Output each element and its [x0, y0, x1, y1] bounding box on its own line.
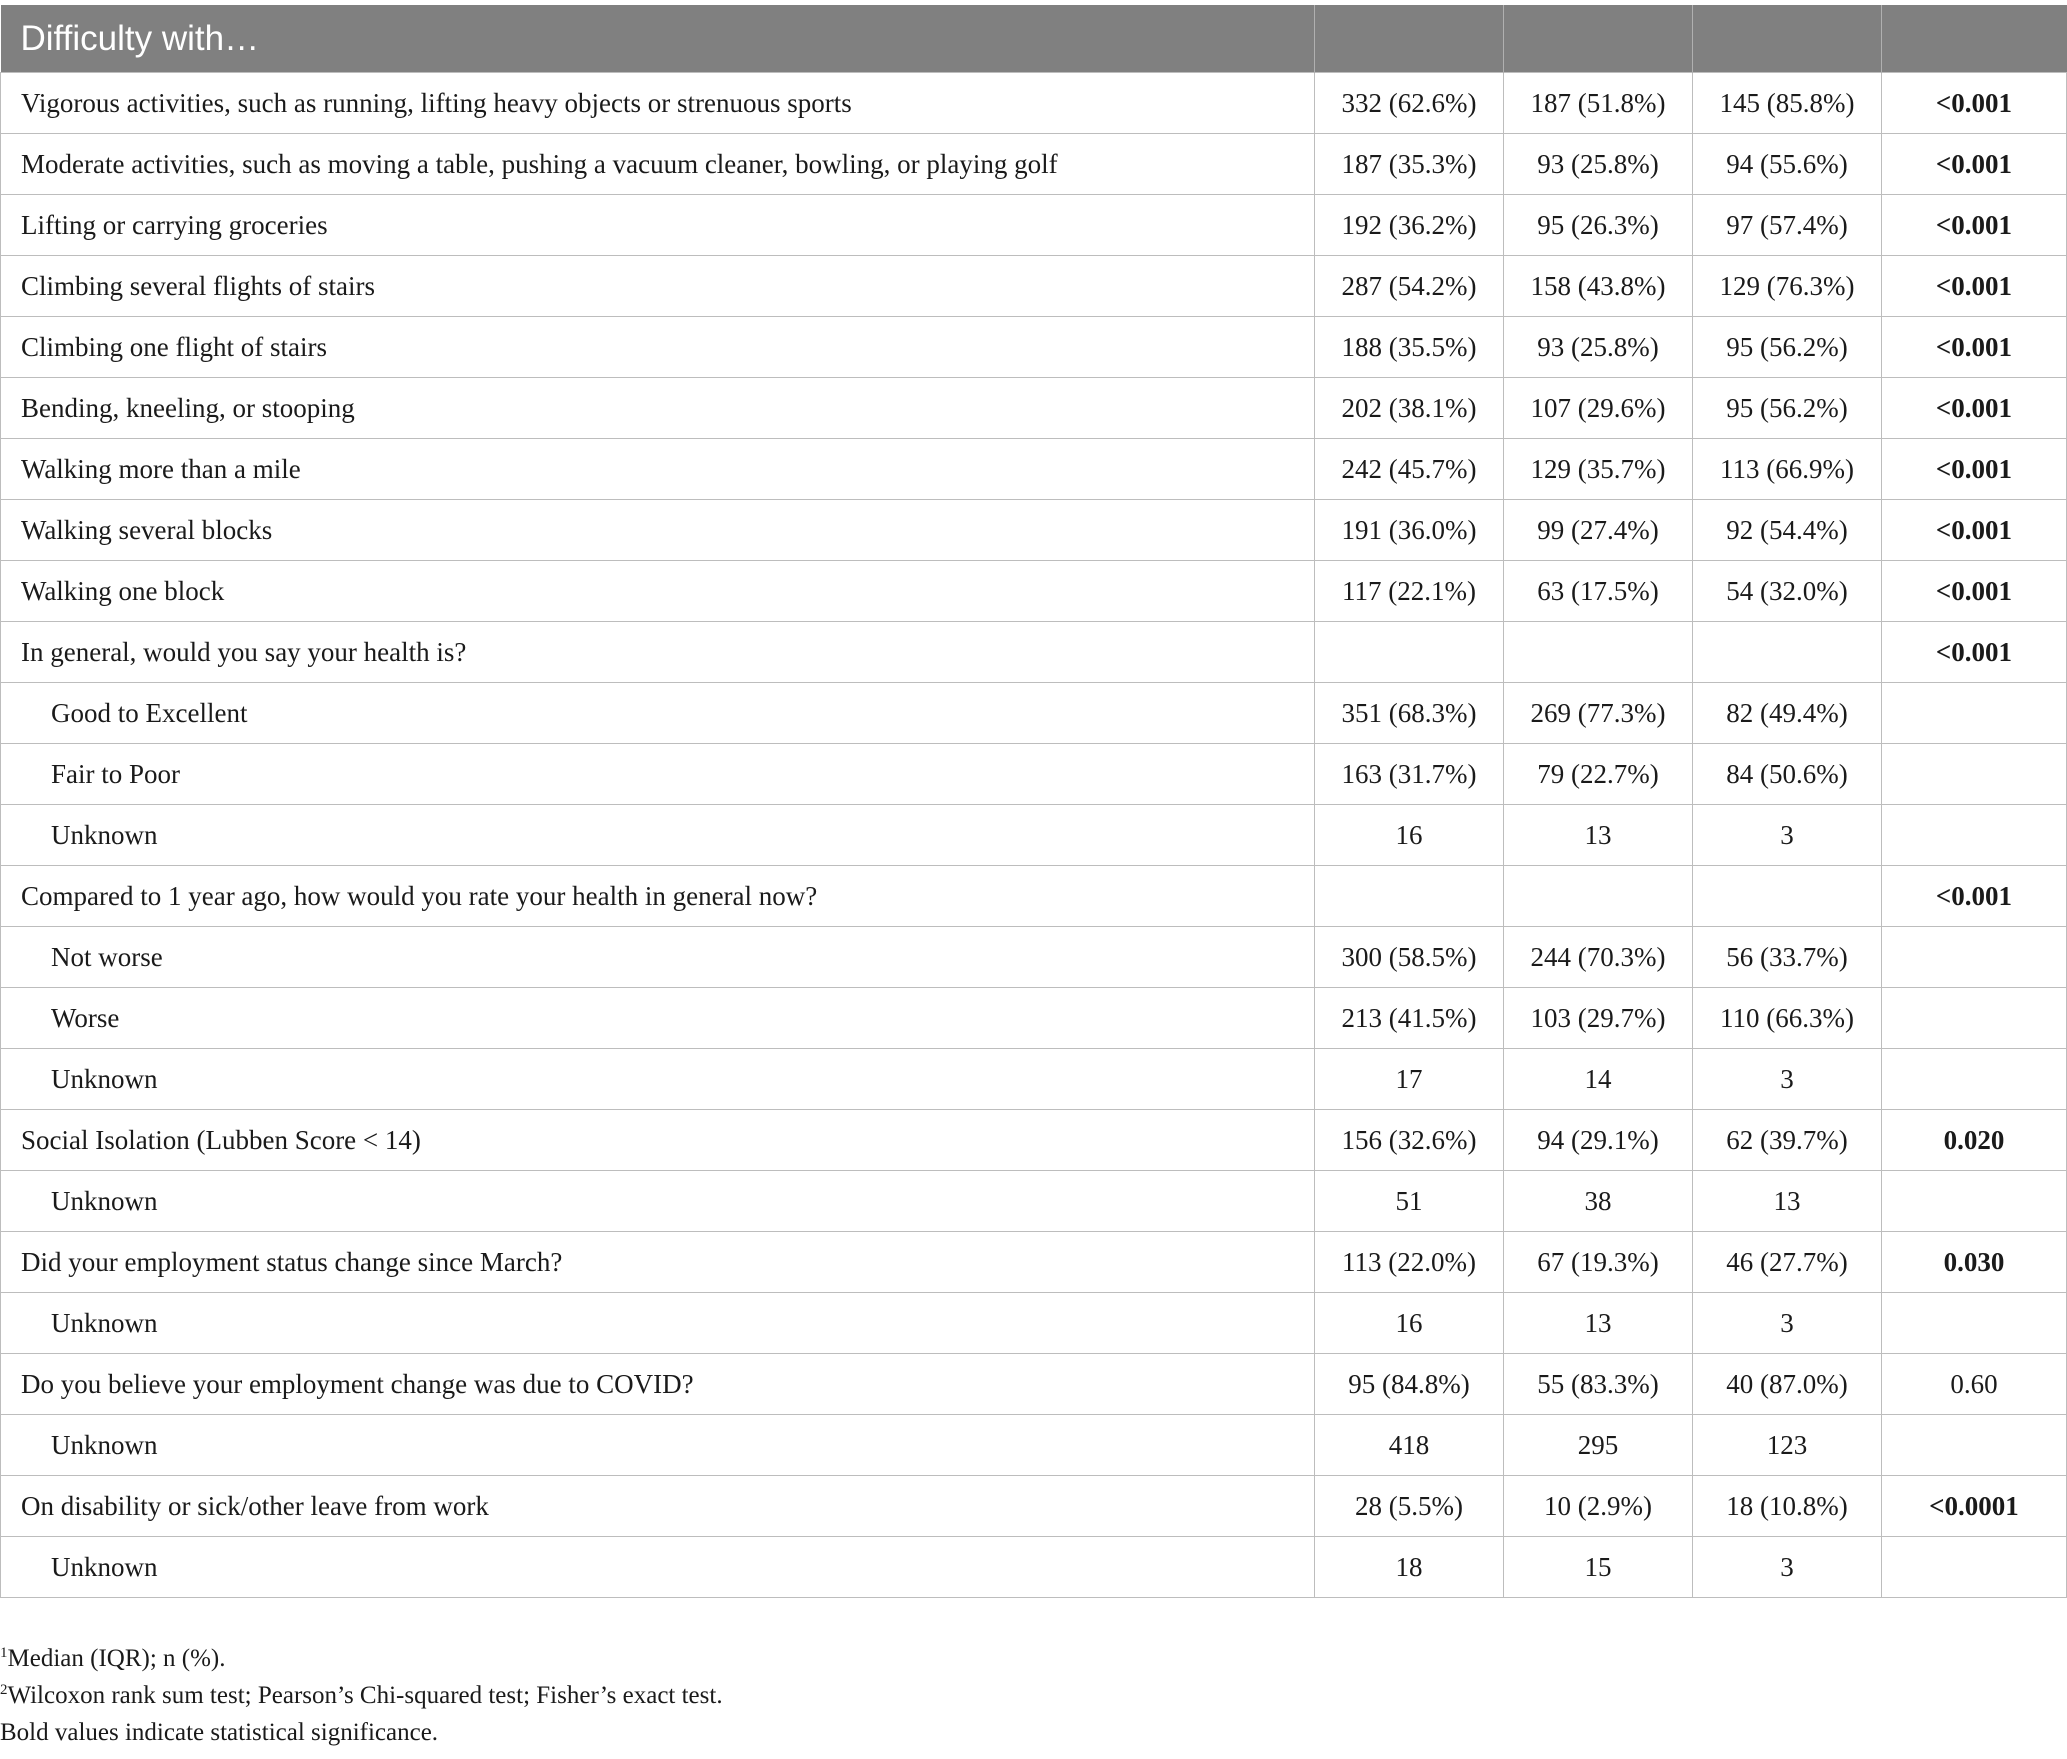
p-value-cell: <0.001	[1882, 500, 2067, 561]
value-cell: 156 (32.6%)	[1315, 1110, 1504, 1171]
value-cell: 95 (56.2%)	[1693, 378, 1882, 439]
value-cell: 46 (27.7%)	[1693, 1232, 1882, 1293]
p-value-cell	[1882, 805, 2067, 866]
value-cell: 3	[1693, 1049, 1882, 1110]
data-table	[0, 5, 2067, 1598]
footnote-text: Median (IQR); n (%).	[7, 1645, 226, 1672]
value-cell: 113 (22.0%)	[1315, 1232, 1504, 1293]
value-cell: 99 (27.4%)	[1504, 500, 1693, 561]
value-cell: 28 (5.5%)	[1315, 1476, 1504, 1537]
value-cell: 38	[1504, 1171, 1693, 1232]
p-value-cell: <0.001	[1882, 256, 2067, 317]
table-row	[1, 683, 2067, 744]
value-cell: 82 (49.4%)	[1693, 683, 1882, 744]
value-cell: 192 (36.2%)	[1315, 195, 1504, 256]
value-cell: 244 (70.3%)	[1504, 927, 1693, 988]
row-label: Compared to 1 year ago, how would you rate your health in general now?	[1, 866, 1315, 927]
value-cell: 17	[1315, 1049, 1504, 1110]
table-row	[1, 134, 2067, 195]
value-cell: 84 (50.6%)	[1693, 744, 1882, 805]
value-cell: 191 (36.0%)	[1315, 500, 1504, 561]
value-cell: 351 (68.3%)	[1315, 683, 1504, 744]
value-cell: 117 (22.1%)	[1315, 561, 1504, 622]
table-row	[1, 439, 2067, 500]
value-cell: 13	[1504, 1293, 1693, 1354]
p-value-cell: 0.020	[1882, 1110, 2067, 1171]
row-label: Bending, kneeling, or stooping	[1, 378, 1315, 439]
row-label: Unknown	[1, 1049, 1315, 1110]
footnote-text: Bold values indicate statistical significance.	[0, 1719, 439, 1746]
value-cell	[1693, 622, 1882, 683]
value-cell: 145 (85.8%)	[1693, 73, 1882, 134]
row-label: Good to Excellent	[1, 683, 1315, 744]
p-value-cell	[1882, 1415, 2067, 1476]
footnote-mark: 1	[0, 1645, 8, 1661]
value-cell: 18	[1315, 1537, 1504, 1598]
value-cell: 62 (39.7%)	[1693, 1110, 1882, 1171]
value-cell: 79 (22.7%)	[1504, 744, 1693, 805]
value-cell: 55 (83.3%)	[1504, 1354, 1693, 1415]
p-value-cell	[1882, 1537, 2067, 1598]
row-label: Unknown	[1, 805, 1315, 866]
table-row	[1, 1354, 2067, 1415]
table-row	[1, 195, 2067, 256]
row-label: Climbing several flights of stairs	[1, 256, 1315, 317]
value-cell: 110 (66.3%)	[1693, 988, 1882, 1049]
table-row	[1, 866, 2067, 927]
row-label: Lifting or carrying groceries	[1, 195, 1315, 256]
value-cell: 188 (35.5%)	[1315, 317, 1504, 378]
value-cell: 332 (62.6%)	[1315, 73, 1504, 134]
table-row	[1, 561, 2067, 622]
footnote	[0, 1640, 723, 1677]
row-label: Social Isolation (Lubben Score < 14)	[1, 1110, 1315, 1171]
value-cell: 93 (25.8%)	[1504, 317, 1693, 378]
value-cell: 202 (38.1%)	[1315, 378, 1504, 439]
row-label: Unknown	[1, 1537, 1315, 1598]
p-value-cell: <0.001	[1882, 134, 2067, 195]
row-label: Unknown	[1, 1415, 1315, 1476]
footnotes	[0, 1640, 723, 1751]
table-row	[1, 622, 2067, 683]
value-cell: 163 (31.7%)	[1315, 744, 1504, 805]
value-cell: 95 (84.8%)	[1315, 1354, 1504, 1415]
p-value-cell	[1882, 1171, 2067, 1232]
value-cell: 129 (76.3%)	[1693, 256, 1882, 317]
p-value-cell: <0.001	[1882, 378, 2067, 439]
table-row	[1, 1537, 2067, 1598]
value-cell: 287 (54.2%)	[1315, 256, 1504, 317]
p-value-cell: <0.0001	[1882, 1476, 2067, 1537]
table-row	[1, 744, 2067, 805]
value-cell: 95 (26.3%)	[1504, 195, 1693, 256]
table-row	[1, 1476, 2067, 1537]
row-label: Walking more than a mile	[1, 439, 1315, 500]
p-value-cell	[1882, 1293, 2067, 1354]
value-cell: 13	[1693, 1171, 1882, 1232]
row-label: Climbing one flight of stairs	[1, 317, 1315, 378]
value-cell: 187 (35.3%)	[1315, 134, 1504, 195]
value-cell: 94 (55.6%)	[1693, 134, 1882, 195]
p-value-cell: 0.030	[1882, 1232, 2067, 1293]
value-cell: 103 (29.7%)	[1504, 988, 1693, 1049]
footnote-text: Wilcoxon rank sum test; Pearson’s Chi-squared test; Fisher’s exact test.	[7, 1682, 723, 1709]
table-row	[1, 317, 2067, 378]
value-cell	[1693, 866, 1882, 927]
table-row	[1, 988, 2067, 1049]
table-row	[1, 927, 2067, 988]
header-label: Difficulty with…	[1, 5, 1315, 73]
value-cell: 269 (77.3%)	[1504, 683, 1693, 744]
row-label: Not worse	[1, 927, 1315, 988]
value-cell: 418	[1315, 1415, 1504, 1476]
table-row	[1, 1049, 2067, 1110]
footnote	[0, 1714, 723, 1751]
value-cell: 16	[1315, 805, 1504, 866]
value-cell: 10 (2.9%)	[1504, 1476, 1693, 1537]
value-cell: 187 (51.8%)	[1504, 73, 1693, 134]
value-cell: 18 (10.8%)	[1693, 1476, 1882, 1537]
value-cell: 158 (43.8%)	[1504, 256, 1693, 317]
row-label: Vigorous activities, such as running, lifting heavy objects or strenuous sports	[1, 73, 1315, 134]
value-cell: 63 (17.5%)	[1504, 561, 1693, 622]
header-cell	[1315, 5, 1504, 73]
row-label: On disability or sick/other leave from work	[1, 1476, 1315, 1537]
value-cell: 113 (66.9%)	[1693, 439, 1882, 500]
table-row	[1, 1293, 2067, 1354]
table-row	[1, 1171, 2067, 1232]
p-value-cell	[1882, 927, 2067, 988]
value-cell: 15	[1504, 1537, 1693, 1598]
value-cell: 3	[1693, 1293, 1882, 1354]
value-cell: 67 (19.3%)	[1504, 1232, 1693, 1293]
row-label: Walking several blocks	[1, 500, 1315, 561]
value-cell: 3	[1693, 1537, 1882, 1598]
p-value-cell	[1882, 683, 2067, 744]
value-cell: 97 (57.4%)	[1693, 195, 1882, 256]
row-label: Worse	[1, 988, 1315, 1049]
value-cell: 92 (54.4%)	[1693, 500, 1882, 561]
value-cell	[1315, 866, 1504, 927]
p-value-cell: <0.001	[1882, 622, 2067, 683]
table-header-row	[1, 5, 2067, 73]
value-cell: 242 (45.7%)	[1315, 439, 1504, 500]
row-label: Unknown	[1, 1171, 1315, 1232]
table-row	[1, 1415, 2067, 1476]
value-cell: 54 (32.0%)	[1693, 561, 1882, 622]
value-cell: 40 (87.0%)	[1693, 1354, 1882, 1415]
value-cell: 295	[1504, 1415, 1693, 1476]
row-label: Do you believe your employment change was due to COVID?	[1, 1354, 1315, 1415]
p-value-cell: <0.001	[1882, 561, 2067, 622]
table-body	[1, 73, 2067, 1598]
footnote-mark: 2	[0, 1682, 8, 1698]
value-cell: 300 (58.5%)	[1315, 927, 1504, 988]
p-value-cell	[1882, 744, 2067, 805]
row-label: Did your employment status change since March?	[1, 1232, 1315, 1293]
p-value-cell: 0.60	[1882, 1354, 2067, 1415]
value-cell: 213 (41.5%)	[1315, 988, 1504, 1049]
row-label: In general, would you say your health is?	[1, 622, 1315, 683]
value-cell: 51	[1315, 1171, 1504, 1232]
value-cell: 93 (25.8%)	[1504, 134, 1693, 195]
value-cell	[1504, 866, 1693, 927]
row-label: Unknown	[1, 1293, 1315, 1354]
value-cell: 14	[1504, 1049, 1693, 1110]
table-row	[1, 805, 2067, 866]
table-row	[1, 378, 2067, 439]
p-value-cell	[1882, 1049, 2067, 1110]
row-label: Walking one block	[1, 561, 1315, 622]
value-cell: 95 (56.2%)	[1693, 317, 1882, 378]
row-label: Fair to Poor	[1, 744, 1315, 805]
footnote	[0, 1677, 723, 1714]
row-label: Moderate activities, such as moving a table, pushing a vacuum cleaner, bowling, or playing golf	[1, 134, 1315, 195]
value-cell: 123	[1693, 1415, 1882, 1476]
value-cell	[1504, 622, 1693, 683]
p-value-cell: <0.001	[1882, 73, 2067, 134]
value-cell: 94 (29.1%)	[1504, 1110, 1693, 1171]
p-value-cell	[1882, 988, 2067, 1049]
table-row	[1, 73, 2067, 134]
header-cell	[1693, 5, 1882, 73]
value-cell	[1315, 622, 1504, 683]
value-cell: 16	[1315, 1293, 1504, 1354]
table-row	[1, 256, 2067, 317]
p-value-cell: <0.001	[1882, 317, 2067, 378]
p-value-cell: <0.001	[1882, 195, 2067, 256]
value-cell: 13	[1504, 805, 1693, 866]
table-row	[1, 1110, 2067, 1171]
value-cell: 3	[1693, 805, 1882, 866]
value-cell: 107 (29.6%)	[1504, 378, 1693, 439]
p-value-cell: <0.001	[1882, 439, 2067, 500]
value-cell: 129 (35.7%)	[1504, 439, 1693, 500]
p-value-cell: <0.001	[1882, 866, 2067, 927]
table-row	[1, 500, 2067, 561]
value-cell: 56 (33.7%)	[1693, 927, 1882, 988]
header-cell	[1882, 5, 2067, 73]
table-row	[1, 1232, 2067, 1293]
header-cell	[1504, 5, 1693, 73]
